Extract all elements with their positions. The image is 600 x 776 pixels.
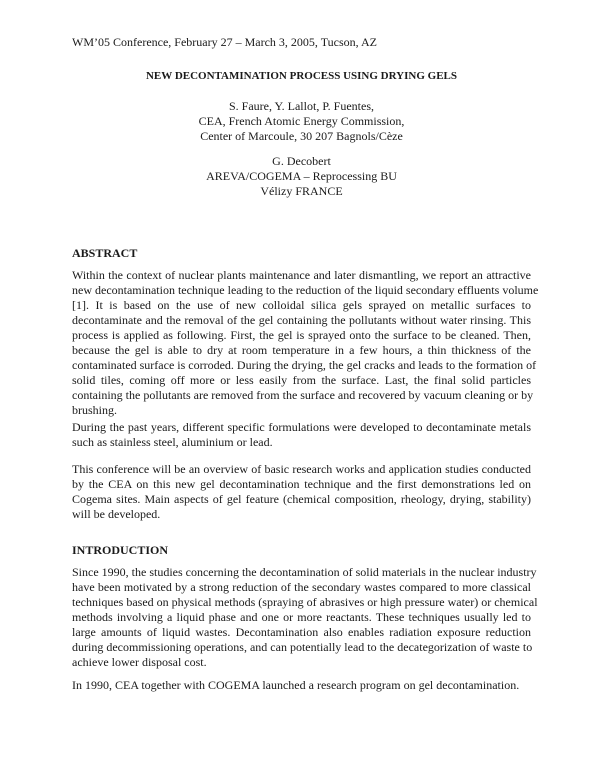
author-affiliation: CEA, French Atomic Energy Commission, bbox=[198, 114, 405, 128]
text-line: have been motivated by a strong reduction of the secondary wastes compared to more classical bbox=[72, 580, 531, 594]
running-header: WM’05 Conference, February 27 – March 3, 2005, Tucson, AZ bbox=[72, 35, 377, 49]
abstract-paragraph bbox=[72, 462, 531, 522]
text-line: Cogema sites. Main aspects of gel feature (chemical composition, rheology, drying, stability) bbox=[72, 492, 531, 506]
text-line: In 1990, CEA together with COGEMA launched a research program on gel decontamination. bbox=[72, 678, 520, 692]
text-line: achieve lower disposal cost. bbox=[72, 655, 207, 669]
text-line: [1]. It is based on the use of new colloidal silica gels sprayed on metallic surfaces to bbox=[72, 298, 531, 312]
author-affiliation: AREVA/COGEMA – Reprocessing BU bbox=[206, 169, 397, 183]
text-line: will be developed. bbox=[72, 507, 161, 521]
text-line: This conference will be an overview of basic research works and application studies conducted bbox=[72, 462, 531, 476]
abstract-paragraph bbox=[72, 420, 531, 450]
text-line: during decommissioning operations, and can potentially lead to the decategorization of waste to bbox=[72, 640, 533, 654]
text-line: Since 1990, the studies concerning the decontamination of solid materials in the nuclear industry bbox=[72, 565, 537, 579]
section-heading-introduction: INTRODUCTION bbox=[72, 543, 169, 557]
text-line: such as stainless steel, aluminium or lead. bbox=[72, 435, 273, 449]
text-line: brushing. bbox=[72, 403, 117, 417]
text-line: solid tiles, coming off more or less easily from the surface. Last, the final solid particles bbox=[72, 373, 531, 387]
author-block-areva bbox=[72, 154, 531, 199]
introduction-paragraph bbox=[72, 678, 531, 693]
text-line: contaminated surface is corroded. During the drying, the gel cracks and leads to the formation of bbox=[72, 358, 537, 372]
text-line: by the CEA on this new gel decontamination technique and the first demonstrations led on bbox=[72, 477, 531, 491]
paper-title: NEW DECONTAMINATION PROCESS USING DRYING GELS bbox=[145, 70, 458, 82]
text-line: methods involving a liquid phase and one or more reactants. These techniques usually led to bbox=[72, 610, 531, 624]
author-names: G. Decobert bbox=[272, 154, 331, 168]
text-line: During the past years, different specific formulations were developed to decontaminate metals bbox=[72, 420, 531, 434]
text-line: containing the pollutants are removed from the surface and recovered by vacuum cleaning or by bbox=[72, 388, 534, 402]
text-line: Within the context of nuclear plants maintenance and later dismantling, we report an attractive bbox=[72, 268, 531, 282]
introduction-paragraph bbox=[72, 565, 538, 670]
abstract-paragraph bbox=[72, 268, 539, 418]
text-line: because the gel is able to dry at room temperature in a few hours, a thin thickness of the bbox=[72, 343, 531, 357]
text-line: decontaminate and the removal of the gel containing the pollutants without water rinsing. This bbox=[72, 313, 531, 327]
text-line: process is applied as following. First, the gel is sprayed onto the surface to be cleaned. Then, bbox=[72, 328, 531, 342]
author-block-cea bbox=[72, 99, 531, 144]
author-address: Center of Marcoule, 30 207 Bagnols/Cèze bbox=[200, 129, 403, 143]
text-line: techniques based on physical methods (spraying of abrasives or high pressure water) or chemical bbox=[72, 595, 538, 609]
author-address: Vélizy FRANCE bbox=[260, 184, 343, 198]
text-line: large amounts of liquid wastes. Decontamination also enables radiation exposure reduction bbox=[72, 625, 531, 639]
section-heading-abstract: ABSTRACT bbox=[72, 246, 138, 260]
author-names: S. Faure, Y. Lallot, P. Fuentes, bbox=[228, 99, 374, 113]
text-line: new decontamination technique leading to the reduction of the liquid secondary effluents volume bbox=[72, 283, 539, 297]
